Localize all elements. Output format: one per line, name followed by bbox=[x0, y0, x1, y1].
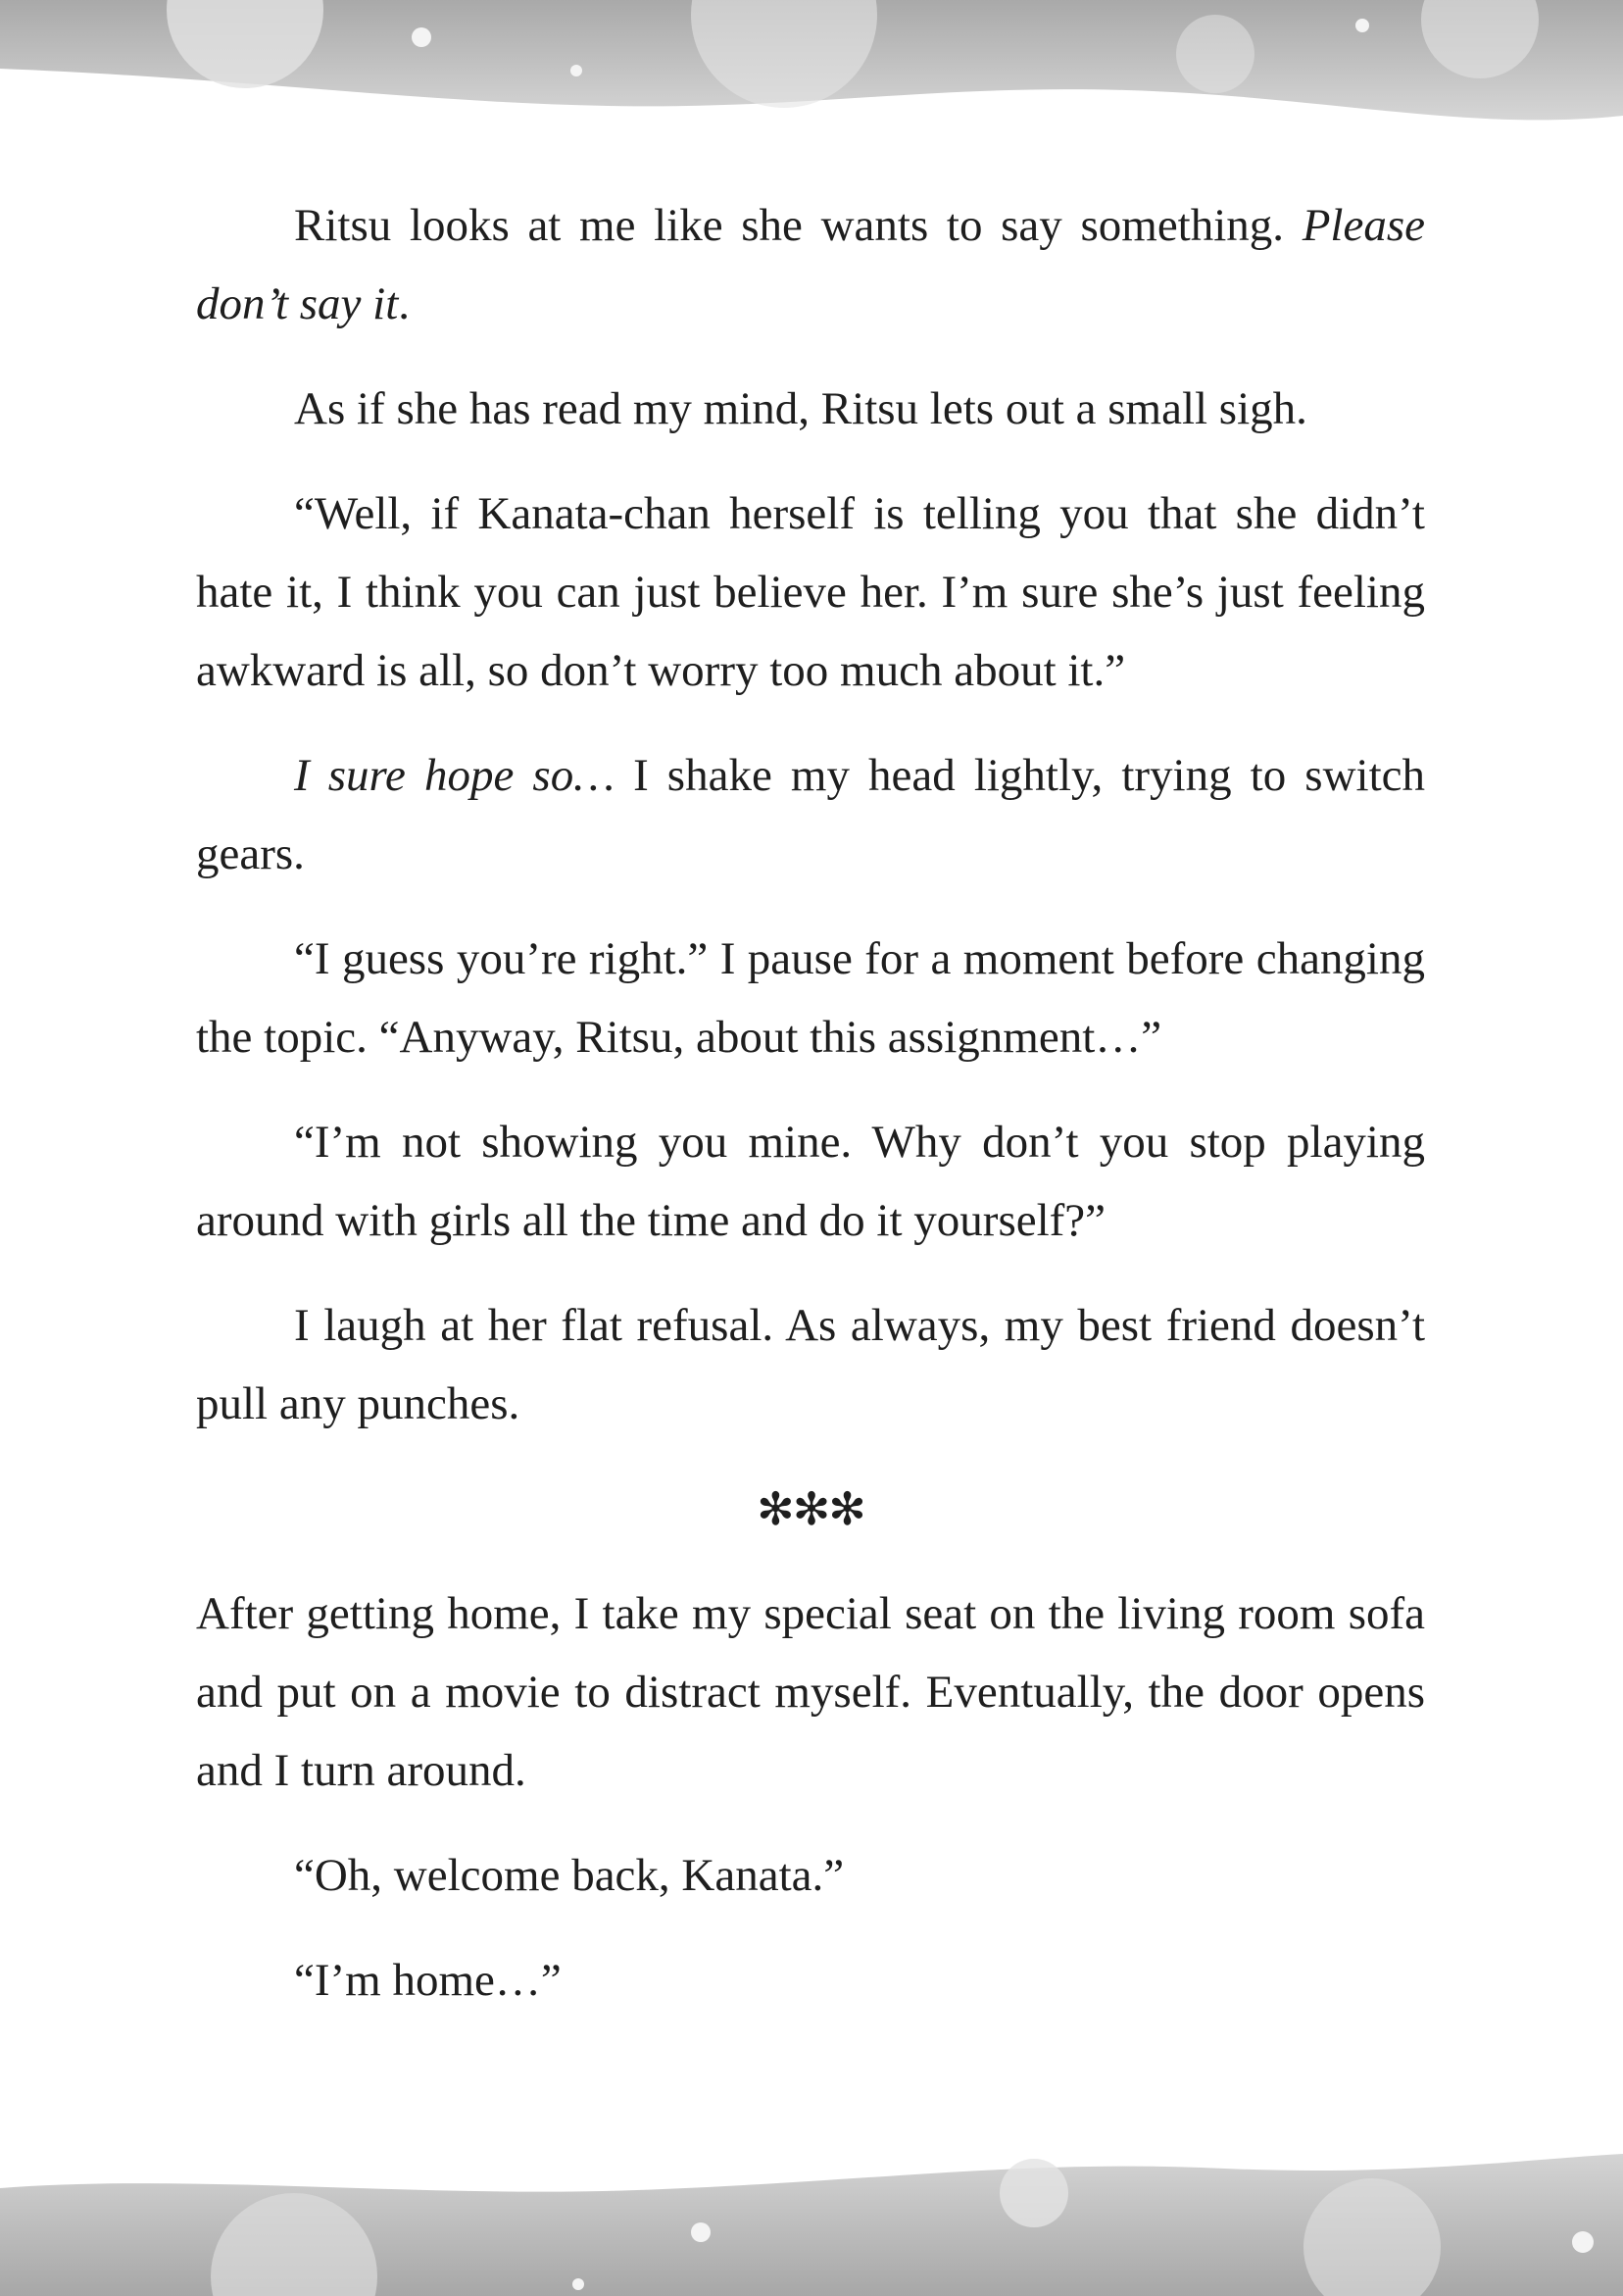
text-run: . bbox=[398, 278, 411, 329]
paragraphs-before-break bbox=[196, 186, 1425, 1443]
bottom-bubble-decoration bbox=[0, 2129, 1623, 2296]
paragraph bbox=[196, 1941, 1425, 2020]
text-run: I shake my head lightly, trying to switch gears. bbox=[196, 750, 1425, 879]
paragraph bbox=[196, 1286, 1425, 1443]
text-run: As if she has read my mind, Ritsu lets out a small sigh. bbox=[294, 383, 1307, 434]
text-run: “I’m home…” bbox=[294, 1955, 562, 2006]
italic-text: I sure hope so… bbox=[294, 750, 615, 801]
paragraph bbox=[196, 186, 1425, 343]
paragraph bbox=[196, 1836, 1425, 1915]
text-run: “I guess you’re right.” I pause for a moment before changing the topic. “Anyway, Ritsu, about this assignment…” bbox=[196, 933, 1425, 1063]
text-run: Ritsu looks at me like she wants to say something. bbox=[294, 200, 1303, 251]
paragraph bbox=[196, 736, 1425, 893]
text-run: After getting home, I take my special seat on the living room sofa and put on a movie to distract myself. Eventually, the door opens and I turn around. bbox=[196, 1588, 1425, 1796]
top-bubble-decoration bbox=[0, 0, 1623, 147]
text-run: “Oh, welcome back, Kanata.” bbox=[294, 1850, 845, 1901]
text-run: “Well, if Kanata-chan herself is telling you that she didn’t hate it, I think you can just believe her. I’m sure she’s just feeling awkward is all, so don’t worry too much about it.” bbox=[196, 488, 1425, 696]
scene-break: ✻✻✻ bbox=[757, 1482, 864, 1535]
story-text bbox=[196, 186, 1425, 2046]
paragraph bbox=[196, 1103, 1425, 1260]
text-run: I laugh at her flat refusal. As always, my best friend doesn’t pull any punches. bbox=[196, 1300, 1425, 1429]
paragraph bbox=[196, 474, 1425, 710]
italic-text: Please don’t say it bbox=[196, 200, 1425, 329]
text-run: “I’m not showing you mine. Why don’t you stop playing around with girls all the time and do it yourself?” bbox=[196, 1117, 1425, 1246]
paragraphs-after-break bbox=[196, 1574, 1425, 2020]
paragraph bbox=[196, 920, 1425, 1076]
paragraph bbox=[196, 370, 1425, 448]
paragraph bbox=[196, 1574, 1425, 1810]
